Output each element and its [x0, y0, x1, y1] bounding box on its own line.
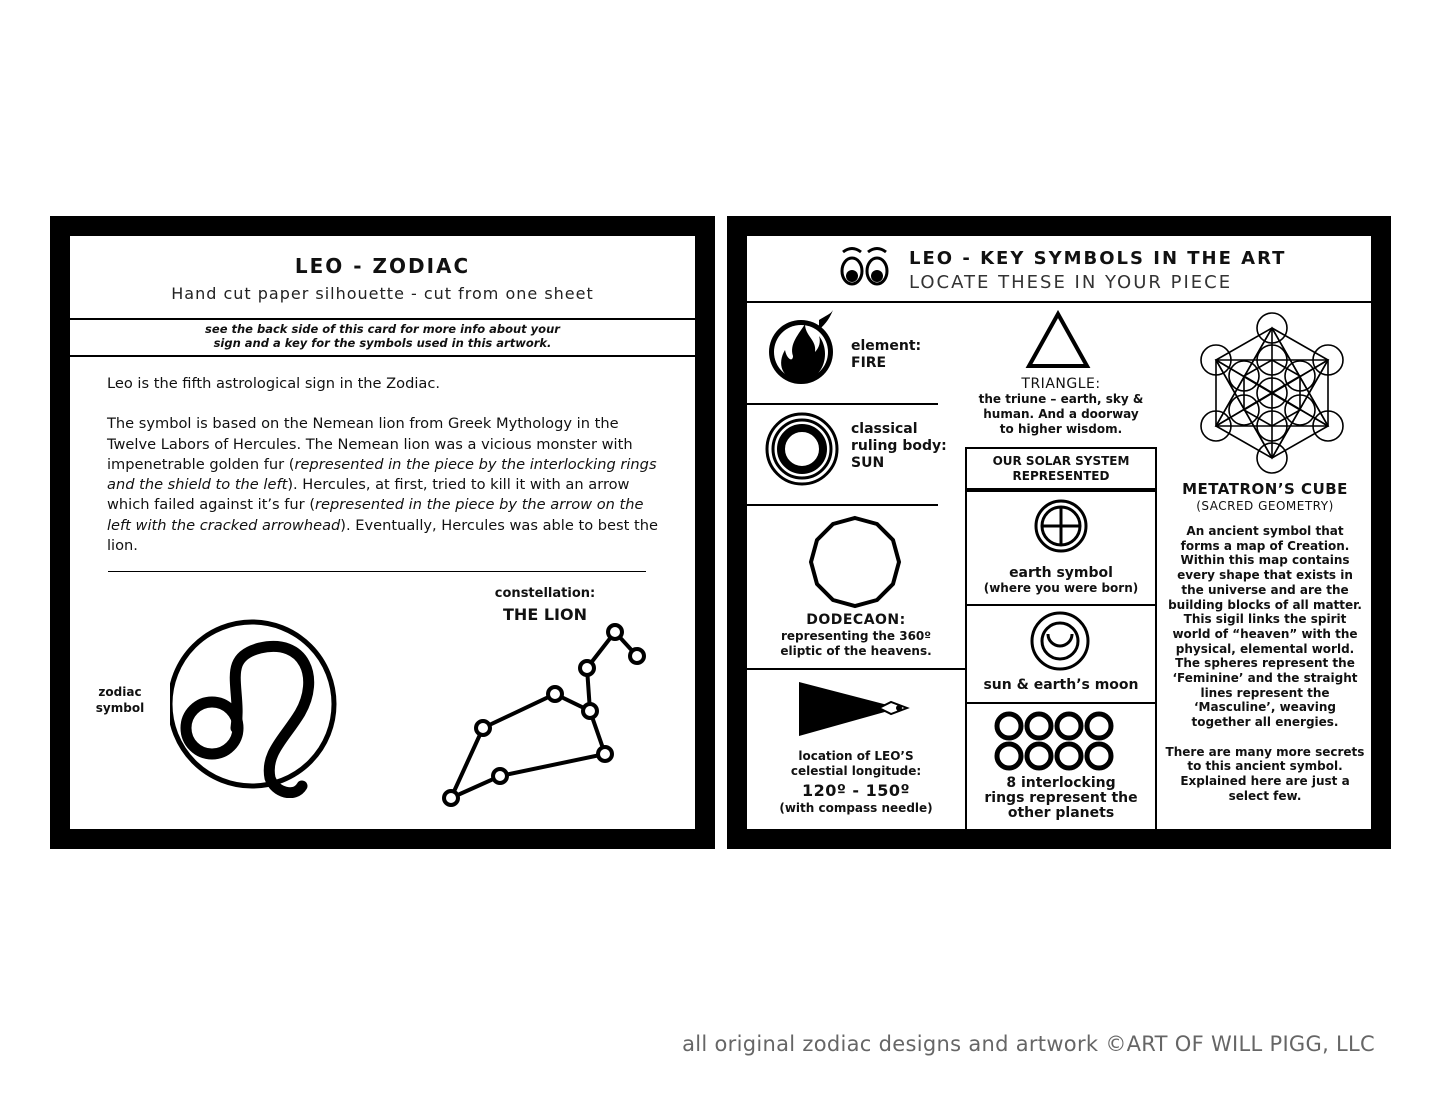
description-line: to higher wisdom.	[999, 422, 1123, 436]
heading-line: OUR SOLAR SYSTEM	[992, 454, 1130, 468]
longitude-note: (with compass needle)	[779, 801, 933, 815]
story-text: ). Eventually, Hercules was able to best the lion.	[107, 516, 658, 555]
story-text-italic: represented in the piece by the arrow on the left with the cracked arrowhead	[107, 496, 644, 534]
description-line: forms a map of Creation.	[1180, 538, 1350, 553]
description-line: the universe and are the	[1181, 582, 1349, 597]
description-line: 8 interlocking	[1006, 775, 1116, 791]
description-line: rings represent the	[984, 790, 1138, 806]
divider	[965, 702, 1157, 704]
description-line: ‘Masculine’, weaving	[1194, 700, 1336, 715]
description-line: select few.	[1228, 788, 1302, 803]
interlocking-rings-icon	[993, 710, 1125, 772]
story-text: The symbol is based on the Nemean lion from Greek Mythology in the Twelve Labors of Hercules. The Nemean lion was a vicious monster with impenetrable golden fur (	[107, 415, 633, 473]
constellation-label: constellation:	[494, 586, 596, 601]
section-separator	[108, 571, 646, 572]
element-value: FIRE	[851, 355, 887, 371]
description-line: lines represent the	[1200, 685, 1330, 700]
divider	[965, 488, 1157, 492]
heading-line: REPRESENTED	[1012, 469, 1110, 483]
description-line: Explained here are just a	[1180, 773, 1350, 788]
longitude-value: 120º - 150º	[801, 781, 911, 800]
dodecagon-title: DODECAON:	[806, 612, 906, 628]
ruling-caption: classical	[851, 421, 918, 437]
description-text	[107, 374, 667, 576]
eyes-icon	[839, 246, 891, 288]
zodiac-info-card-body	[70, 236, 695, 829]
triangle-description	[965, 392, 1157, 437]
divider	[747, 301, 1371, 303]
note-line: sign and a key for the symbols used in this artwork.	[213, 336, 552, 350]
key-symbols-card-body	[747, 236, 1371, 829]
description-line: the triune – earth, sky &	[978, 392, 1144, 406]
metatrons-cube-icon	[1187, 308, 1357, 478]
divider	[70, 318, 695, 320]
solar-system-heading	[965, 454, 1157, 484]
leo-glyph-icon	[170, 618, 345, 798]
sun-moon-icon	[1029, 610, 1091, 672]
description-line: together all energies.	[1191, 715, 1339, 730]
card-title: LEO - ZODIAC	[294, 254, 471, 278]
key-symbols-card	[727, 216, 1391, 849]
story-text-italic: represented in the piece by the interlocking rings and the shield to the left	[107, 455, 657, 494]
element-label	[851, 338, 921, 372]
description-line: building blocks of all matter.	[1168, 597, 1362, 612]
sun-ruling-body-icon	[763, 410, 841, 488]
description-line: There are many more secrets	[1165, 744, 1365, 759]
description-line: This sigil links the spirit	[1183, 612, 1347, 627]
earth-symbol-label: earth symbol	[1009, 565, 1113, 581]
intro-paragraph: Leo is the fifth astrological sign in the Zodiac.	[107, 375, 441, 392]
description-line: celestial longitude:	[790, 764, 922, 778]
triangle-title: TRIANGLE:	[1021, 376, 1101, 392]
divider	[965, 668, 967, 829]
description-line: other planets	[1007, 805, 1115, 821]
label-line: symbol	[95, 701, 145, 715]
spacer	[1159, 730, 1371, 745]
dodecagon-description	[747, 629, 965, 659]
description-line: physical, elemental world.	[1175, 641, 1355, 656]
card-title: LEO - KEY SYMBOLS IN THE ART	[909, 248, 1287, 269]
description-line: An ancient symbol that	[1186, 524, 1344, 538]
dodecagon-icon	[807, 514, 903, 610]
divider	[747, 504, 938, 506]
triangle-icon	[1025, 310, 1091, 370]
description-line: representing the 360º	[780, 629, 932, 643]
description-line: to this ancient symbol.	[1187, 759, 1343, 774]
description-line: Within this map contains	[1180, 553, 1350, 568]
zodiac-symbol-label	[90, 684, 150, 716]
ruling-caption: ruling body:	[851, 438, 947, 454]
back-side-note	[70, 322, 695, 350]
card-subtitle: LOCATE THESE IN YOUR PIECE	[909, 272, 1233, 293]
card-subtitle: Hand cut paper silhouette - cut from one sheet	[171, 284, 594, 303]
divider	[965, 604, 1157, 606]
description-line: human. And a doorway	[983, 407, 1139, 421]
metatron-description	[1159, 524, 1371, 803]
description-line: ‘Feminine’ and the straight	[1172, 671, 1358, 686]
divider	[747, 668, 965, 670]
note-line: see the back side of this card for more info about your	[205, 322, 560, 336]
earth-symbol-note: (where you were born)	[983, 581, 1139, 595]
divider	[70, 355, 695, 357]
zodiac-info-card	[50, 216, 715, 849]
story-text: ). Hercules, at first, tried to kill it with an arrow which failed against it’s fur (	[107, 476, 630, 514]
compass-needle-icon	[795, 678, 913, 740]
ruling-value: SUN	[851, 455, 885, 471]
ruling-body-label	[851, 421, 947, 472]
element-caption: element:	[851, 338, 922, 354]
description-line: every shape that exists in	[1177, 568, 1353, 583]
description-line: location of LEO’S	[798, 749, 914, 763]
description-line: eliptic of the heavens.	[780, 644, 932, 658]
longitude-description	[747, 749, 965, 779]
story-paragraph	[107, 414, 667, 556]
sun-moon-label: sun & earth’s moon	[983, 677, 1139, 693]
metatron-subtitle: (SACRED GEOMETRY)	[1196, 499, 1334, 513]
divider	[747, 403, 938, 405]
copyright-footer: all original zodiac designs and artwork ©ART OF WILL PIGG, LLC	[682, 1032, 1375, 1056]
earth-symbol-icon	[1033, 498, 1089, 554]
description-line: The spheres represent the	[1175, 656, 1355, 671]
leo-constellation-icon	[435, 616, 655, 816]
metatron-title: METATRON’S CUBE	[1182, 480, 1348, 498]
description-line: world of “heaven” with the	[1172, 626, 1358, 641]
constellation-name: THE LION	[503, 605, 587, 624]
rings-description	[965, 776, 1157, 821]
fire-element-icon	[767, 308, 839, 388]
label-line: zodiac	[98, 685, 142, 699]
